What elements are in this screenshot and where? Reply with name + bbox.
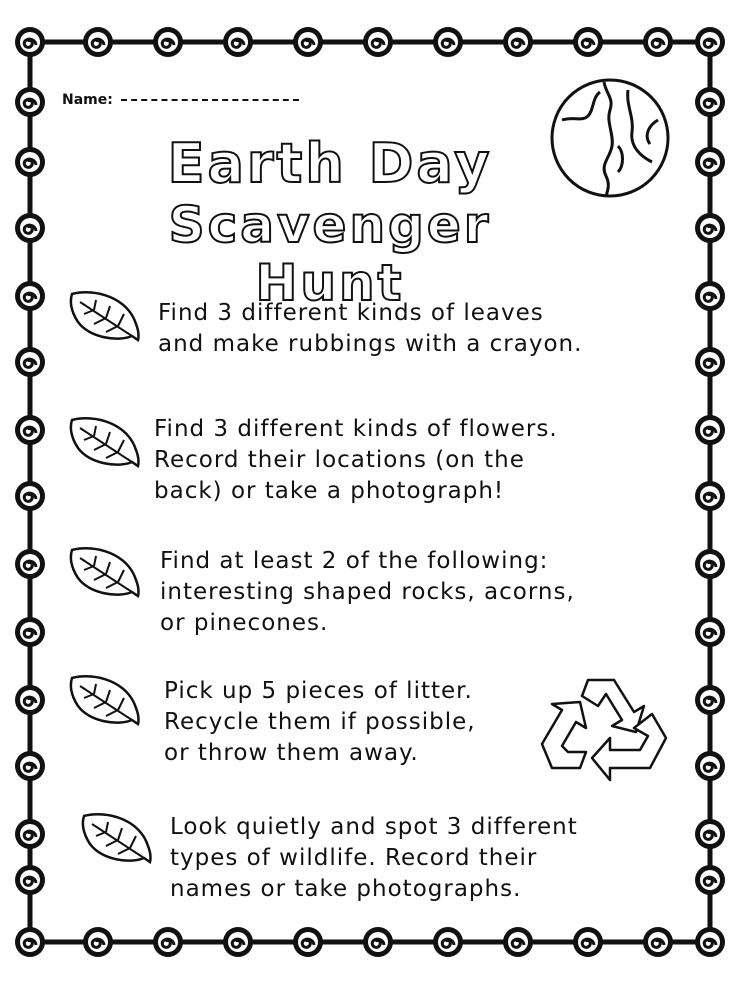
spiral-icon: [695, 147, 725, 177]
spiral-icon: [433, 27, 463, 57]
spiral-icon: [83, 927, 113, 957]
item-text-line: interesting shaped rocks, acorns,: [160, 579, 575, 605]
leaf-icon: [66, 414, 146, 472]
spiral-icon: [293, 927, 323, 957]
hunt-item: [66, 408, 676, 508]
page-title-line2: Scavenger Hunt: [168, 196, 492, 312]
item-text-line: Pick up 5 pieces of litter.: [164, 678, 473, 704]
name-label: Name:: [62, 92, 113, 108]
spiral-icon: [15, 751, 45, 781]
page-title-line1: Earth Day: [167, 132, 493, 195]
item-text-line: Look quietly and spot 3 different: [170, 814, 578, 840]
spiral-icon: [695, 481, 725, 511]
item-text-line: Find 3 different kinds of leaves: [158, 300, 544, 326]
hunt-item: [66, 540, 676, 640]
spiral-icon: [643, 27, 673, 57]
spiral-icon: [695, 865, 725, 895]
recycle-icon: [540, 672, 676, 784]
spiral-icon: [695, 415, 725, 445]
spiral-icon: [433, 927, 463, 957]
spiral-icon: [695, 927, 725, 957]
spiral-icon: [695, 87, 725, 117]
spiral-icon: [695, 27, 725, 57]
hunt-item: [66, 288, 676, 360]
spiral-icon: [15, 87, 45, 117]
leaf-icon: [78, 810, 158, 868]
spiral-icon: [223, 27, 253, 57]
spiral-icon: [15, 865, 45, 895]
spiral-icon: [15, 819, 45, 849]
spiral-icon: [503, 27, 533, 57]
item-text-line: Find at least 2 of the following:: [160, 548, 549, 574]
spiral-icon: [15, 685, 45, 715]
spiral-icon: [15, 27, 45, 57]
spiral-icon: [15, 927, 45, 957]
item-text-line: and make rubbings with a crayon.: [158, 331, 583, 357]
spiral-icon: [153, 927, 183, 957]
item-text-line: Find 3 different kinds of flowers.: [154, 416, 558, 442]
spiral-icon: [293, 27, 323, 57]
spiral-icon: [15, 147, 45, 177]
spiral-icon: [695, 685, 725, 715]
item-text-line: Record their locations (on the: [154, 447, 525, 473]
spiral-icon: [363, 27, 393, 57]
spiral-icon: [15, 347, 45, 377]
spiral-icon: [695, 347, 725, 377]
item-text-line: back) or take a photograph!: [154, 478, 505, 504]
spiral-icon: [83, 27, 113, 57]
spiral-icon: [153, 27, 183, 57]
spiral-icon: [15, 549, 45, 579]
spiral-icon: [15, 281, 45, 311]
spiral-icon: [15, 213, 45, 243]
spiral-icon: [695, 617, 725, 647]
leaf-icon: [66, 544, 146, 602]
item-text-line: or throw them away.: [164, 740, 419, 766]
spiral-icon: [15, 415, 45, 445]
spiral-icon: [223, 927, 253, 957]
item-text-line: Recycle them if possible,: [164, 709, 476, 735]
spiral-icon: [363, 927, 393, 957]
spiral-icon: [15, 617, 45, 647]
spiral-icon: [695, 549, 725, 579]
spiral-icon: [15, 481, 45, 511]
spiral-icon: [573, 27, 603, 57]
leaf-icon: [66, 672, 146, 730]
spiral-icon: [695, 751, 725, 781]
globe-icon: [548, 76, 672, 200]
spiral-icon: [695, 281, 725, 311]
name-field: [62, 92, 299, 108]
spiral-icon: [695, 213, 725, 243]
spiral-icon: [573, 927, 603, 957]
item-text-line: names or take photographs.: [170, 876, 522, 902]
item-text-line: or pinecones.: [160, 610, 329, 636]
spiral-icon: [503, 927, 533, 957]
hunt-item: [66, 806, 676, 906]
spiral-icon: [643, 927, 673, 957]
item-text-line: types of wildlife. Record their: [170, 845, 538, 871]
spiral-icon: [695, 819, 725, 849]
name-blank-line: [121, 99, 299, 101]
leaf-icon: [66, 288, 146, 346]
